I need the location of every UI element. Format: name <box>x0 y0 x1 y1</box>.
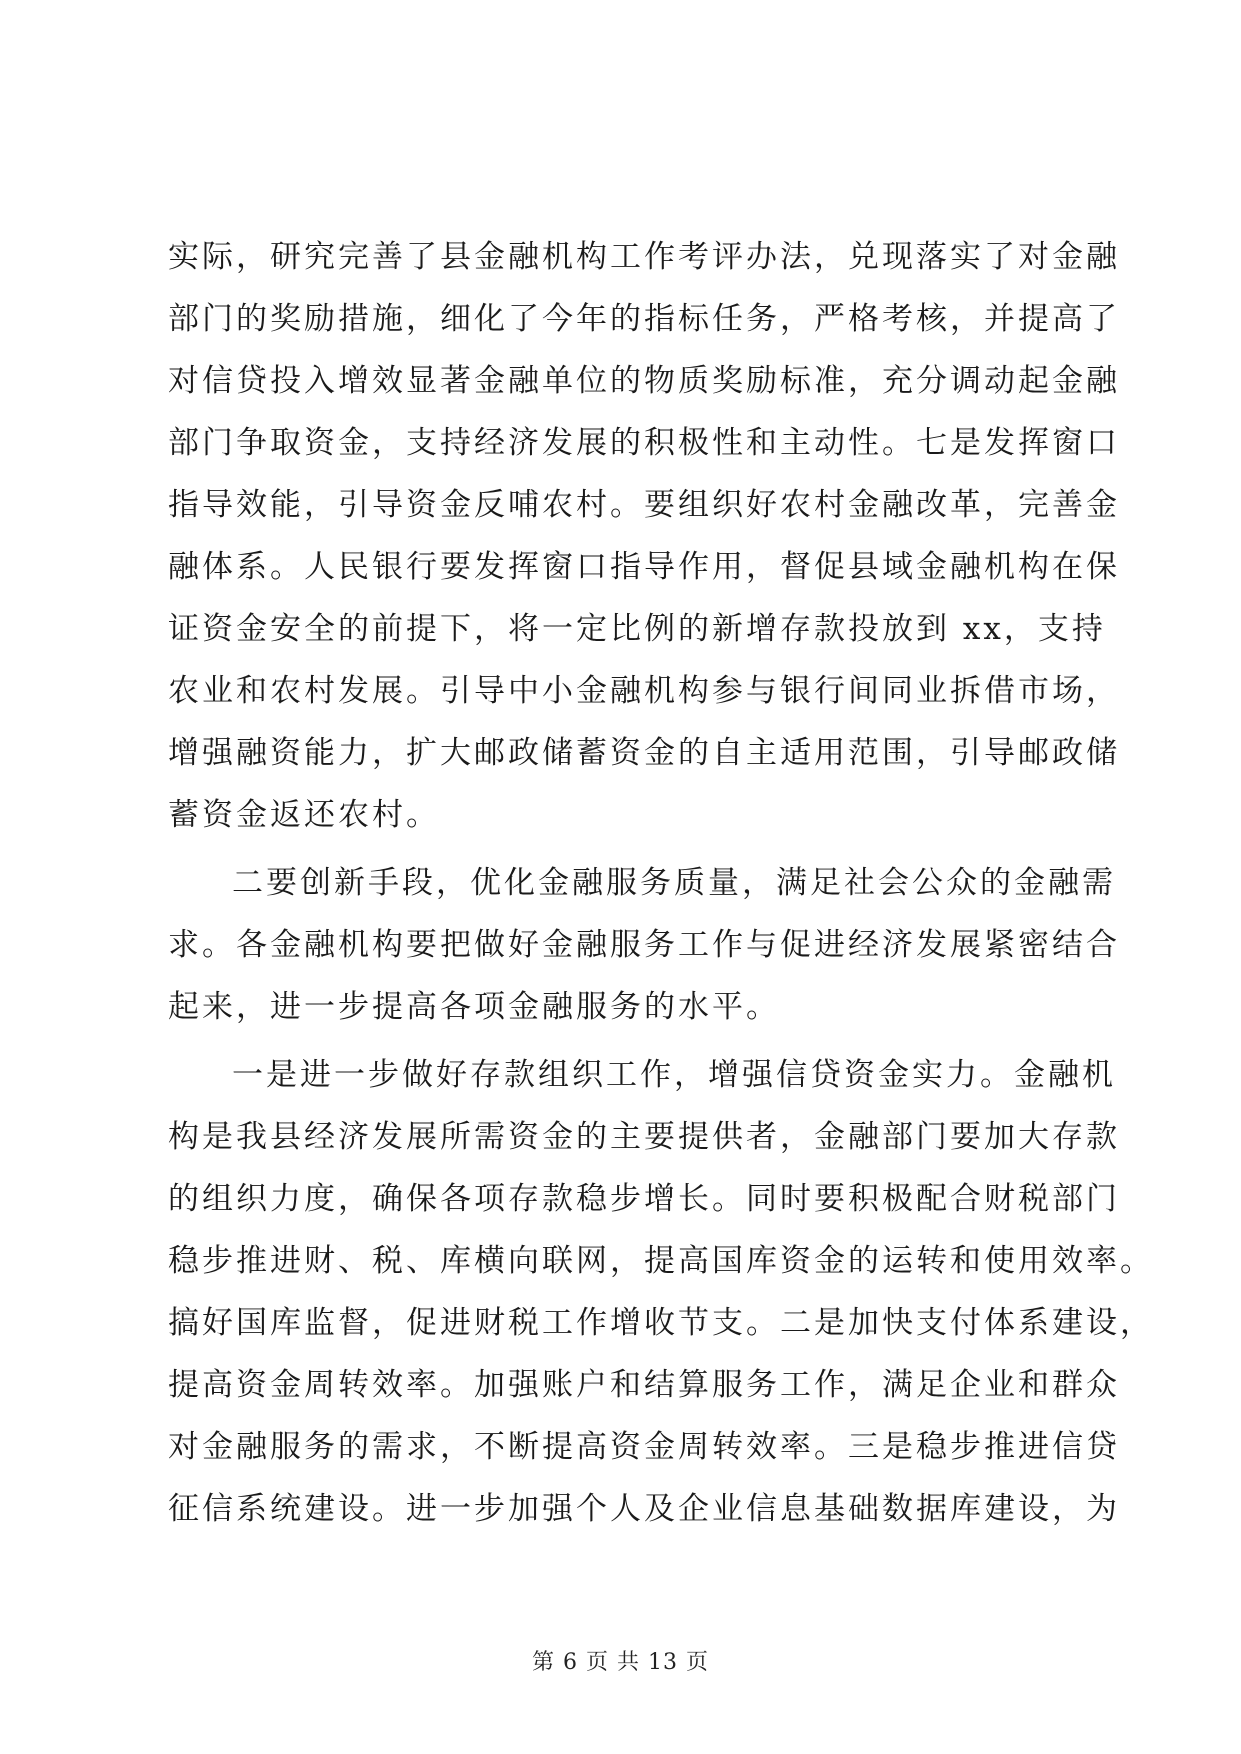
paragraph-1-line-8: 农业和农村发展。引导中小金融机构参与银行间同业拆借市场， <box>168 673 1120 709</box>
page-number-footer: 第 6 页 共 13 页 <box>532 1650 709 1675</box>
paragraph-3-line-6: 提高资金周转效率。加强账户和结算服务工作，满足企业和群众 <box>168 1367 1120 1403</box>
paragraph-2-line-2: 求。各金融机构要把做好金融服务工作与促进经济发展紧密结合 <box>168 927 1120 963</box>
paragraph-1-line-10: 蓄资金返还农村。 <box>168 797 440 833</box>
paragraph-3-line-8: 征信系统建设。进一步加强个人及企业信息基础数据库建设，为 <box>168 1491 1120 1527</box>
paragraph-1-line-9: 增强融资能力，扩大邮政储蓄资金的自主适用范围，引导邮政储 <box>168 735 1120 771</box>
paragraph-1-line-6: 融体系。人民银行要发挥窗口指导作用，督促县域金融机构在保 <box>168 549 1120 585</box>
paragraph-3-line-1: 一是进一步做好存款组织工作，增强信贷资金实力。金融机 <box>232 1057 1116 1093</box>
document-body <box>168 226 1154 1540</box>
paragraph-3-line-5: 搞好国库监督，促进财税工作增收节支。二是加快支付体系建设， <box>168 1305 1154 1341</box>
paragraph-1-line-2: 部门的奖励措施，细化了今年的指标任务，严格考核，并提高了 <box>168 301 1120 337</box>
paragraph-1-line-3: 对信贷投入增效显著金融单位的物质奖励标准，充分调动起金融 <box>168 363 1120 399</box>
paragraph-3-line-2: 构是我县经济发展所需资金的主要提供者，金融部门要加大存款 <box>168 1119 1120 1155</box>
paragraph-3-line-4: 稳步推进财、税、库横向联网，提高国库资金的运转和使用效率。 <box>168 1243 1154 1279</box>
paragraph-1-line-5: 指导效能，引导资金反哺农村。要组织好农村金融改革，完善金 <box>168 487 1120 523</box>
paragraph-1-line-4: 部门争取资金，支持经济发展的积极性和主动性。七是发挥窗口 <box>168 425 1120 461</box>
paragraph-3-line-3: 的组织力度，确保各项存款稳步增长。同时要积极配合财税部门 <box>168 1181 1120 1217</box>
paragraph-1-line-7: 证资金安全的前提下，将一定比例的新增存款投放到 xx，支持 <box>168 611 1106 647</box>
paragraph-1-line-1: 实际，研究完善了县金融机构工作考评办法，兑现落实了对金融 <box>168 239 1120 275</box>
paragraph-3-line-7: 对金融服务的需求，不断提高资金周转效率。三是稳步推进信贷 <box>168 1429 1120 1465</box>
paragraph-2-line-1: 二要创新手段，优化金融服务质量，满足社会公众的金融需 <box>232 865 1116 901</box>
paragraph-2-line-3: 起来，进一步提高各项金融服务的水平。 <box>168 989 780 1025</box>
